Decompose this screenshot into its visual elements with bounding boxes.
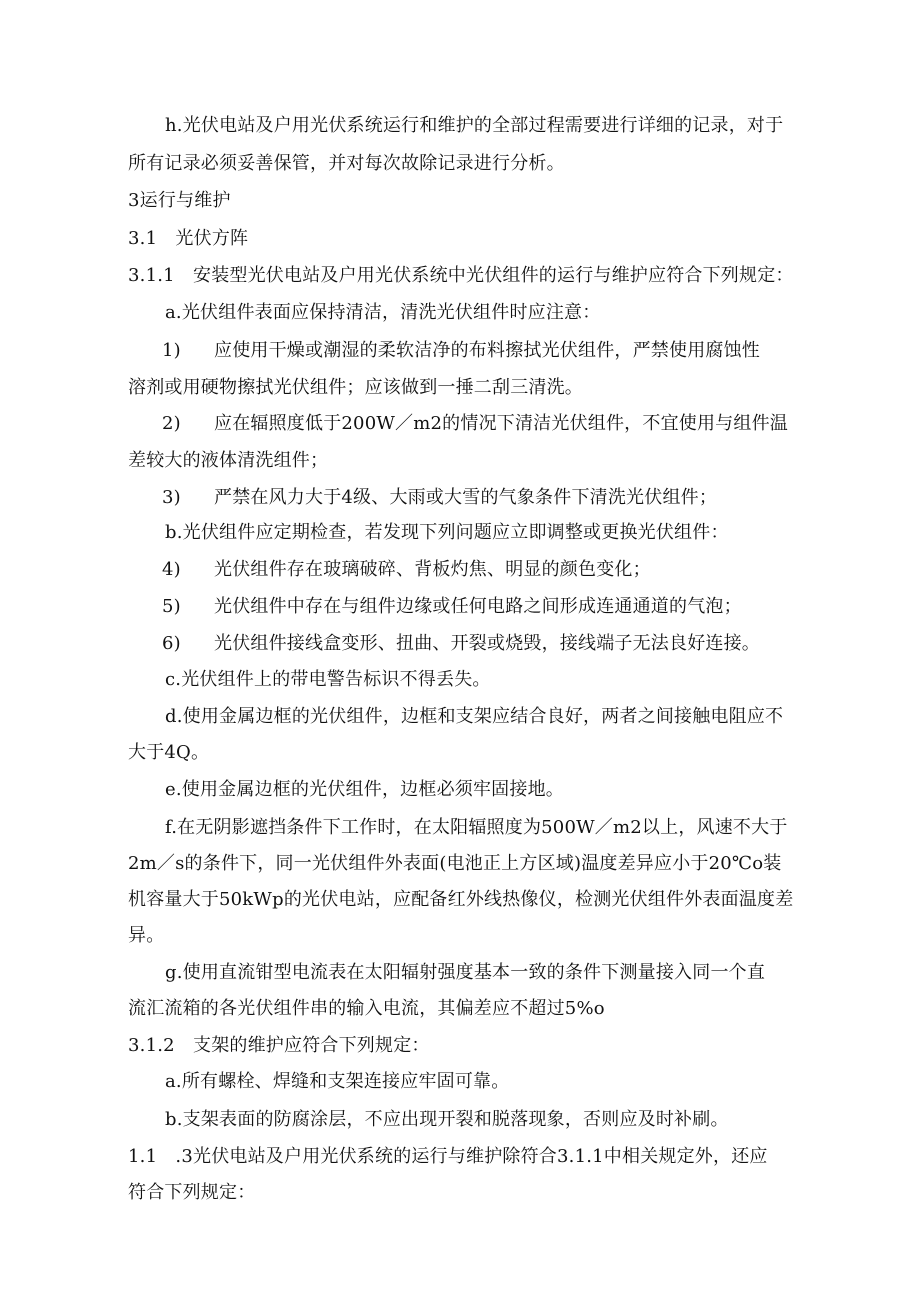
subitem-text: 严禁在风力大于4级、大雨或大雪的气象条件下清洗光伏组件； <box>214 487 718 508</box>
item-number: 1) <box>162 340 181 361</box>
item-number: 4) <box>162 559 181 580</box>
item-number: 2) <box>162 413 181 434</box>
section-heading-3: 3运行与维护 <box>128 190 231 211</box>
item-number: 3) <box>162 487 181 508</box>
subitem-text: 光伏组件存在玻璃破碎、背板灼焦、明显的颜色变化； <box>214 559 651 580</box>
subitem-2-line1 <box>162 413 842 435</box>
clause-1-1-3-line2: 符合下列规定： <box>128 1182 256 1203</box>
subitem-1-line2: 溶剂或用硬物擦拭光伏组件；应该做到一捶二刮三清洗。 <box>128 377 583 398</box>
subitem-text: 应使用干燥或潮湿的柔软洁净的布料擦拭光伏组件，严禁使用腐蚀性 <box>214 340 760 361</box>
item-f-line3: 机容量大于50kWp的光伏电站，应配备红外线热像仪，检测光伏组件外表面温度差 <box>128 889 794 910</box>
clause-1-1-3-line1: 1.1 .3光伏电站及户用光伏系统的运行与维护除符合3.1.1中相关规定外，还应 <box>128 1146 768 1167</box>
item-a: a.光伏组件表面应保持清洁，清洗光伏组件时应注意： <box>165 302 601 323</box>
item-f-line1: f.在无阴影遮挡条件下工作时，在太阳辐照度为500W／m2以上，风速不大于 <box>165 817 788 838</box>
item-b: b.光伏组件应定期检查，若发现下列问题应立即调整或更换光伏组件： <box>165 522 729 543</box>
subitem-text: 应在辐照度低于200W／m2的情况下清洁光伏组件，不宜使用与组件温 <box>214 413 788 434</box>
subitem-2-line2: 差较大的液体清洗组件； <box>128 450 329 471</box>
subitem-4 <box>162 559 842 581</box>
subitem-6 <box>162 633 842 655</box>
item-number: 5) <box>162 596 181 617</box>
item-f-line2: 2m／s的条件下，同一光伏组件外表面(电池正上方区域)温度差异应小于20℃o装 <box>128 853 782 874</box>
subitem-text: 光伏组件中存在与组件边缘或任何电路之间形成连通通道的气泡； <box>214 596 742 617</box>
item-a-2: a.所有螺栓、焊缝和支架连接应牢固可靠。 <box>165 1071 510 1092</box>
item-d-line1: d.使用金属边框的光伏组件，边框和支架应结合良好，两者之间接触电阻应不 <box>165 706 784 727</box>
subitem-text: 光伏组件接线盒变形、扭曲、开裂或烧毁，接线端子无法良好连接。 <box>214 633 760 654</box>
paragraph-h-line2: 所有记录必须妥善保管，并对每次故除记录进行分析。 <box>128 153 565 174</box>
subitem-1-line1 <box>162 340 842 362</box>
item-g-line2: 流汇流箱的各光伏组件串的输入电流，其偏差应不超过5%o <box>128 998 605 1019</box>
item-c: c.光伏组件上的带电警告标识不得丢失。 <box>165 669 491 690</box>
item-b-2: b.支架表面的防腐涂层，不应出现开裂和脱落现象，否则应及时补刷。 <box>165 1109 729 1130</box>
item-f-line4: 异。 <box>128 925 165 946</box>
item-number: 6) <box>162 633 181 654</box>
item-g-line1: g.使用直流钳型电流表在太阳辐射强度基本一致的条件下测量接入同一个直 <box>165 962 766 983</box>
section-heading-3-1: 3.1 光伏方阵 <box>128 228 249 249</box>
clause-3-1-1: 3.1.1 安装型光伏电站及户用光伏系统中光伏组件的运行与维护应符合下列规定： <box>128 265 794 286</box>
item-e: e.使用金属边框的光伏组件，边框必须牢固接地。 <box>165 779 564 800</box>
item-d-line2: 大于4Q。 <box>128 742 210 763</box>
subitem-3 <box>162 487 842 509</box>
clause-3-1-2: 3.1.2 支架的维护应符合下列规定： <box>128 1035 430 1056</box>
paragraph-h-line1: h.光伏电站及户用光伏系统运行和维护的全部过程需要进行详细的记录，对于 <box>165 115 784 136</box>
subitem-5 <box>162 596 842 618</box>
